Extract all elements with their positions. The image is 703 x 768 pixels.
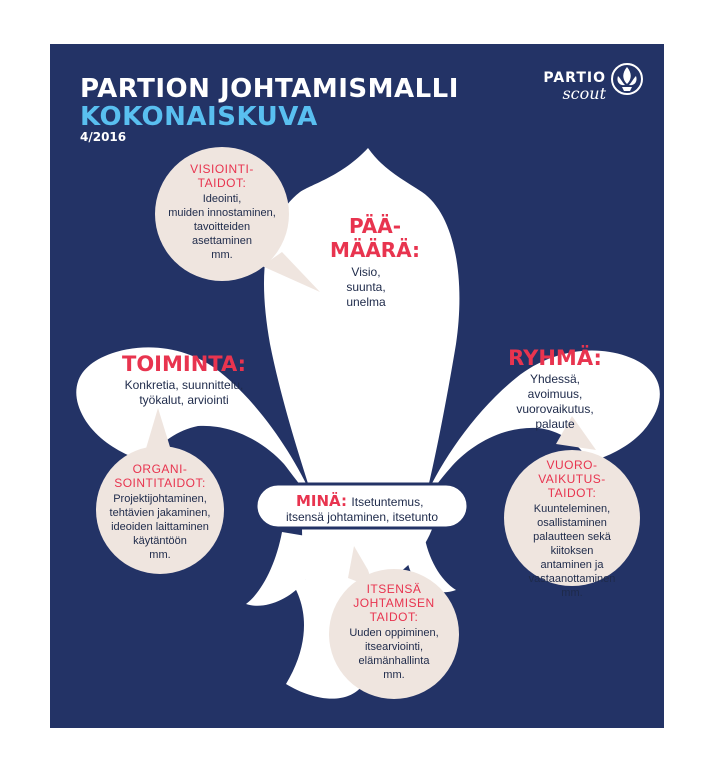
bubble-right-heading: VUORO- VAIKUTUS- TAIDOT: (538, 458, 606, 500)
toiminta-heading: TOIMINTA: (121, 352, 247, 376)
partio-scout-logo (536, 70, 606, 103)
bubble-left-heading: ORGANI- SOINTITAIDOT: (114, 462, 206, 490)
logo-partio-text: PARTIO (543, 70, 606, 86)
logo-scout-text: scout (562, 84, 606, 103)
bubble-top-text: Ideointi, muiden innostaminen, tavoitteiden asettaminen mm. (168, 193, 276, 261)
paamaara-text: Visio, suunta, unelma (346, 265, 386, 309)
bubble-right-text: Kuunteleminen, osallistaminen palautteen sekä kiitoksen antaminen ja vastaanottaminen mm. (528, 503, 616, 599)
date-label: 4/2016 (80, 130, 127, 144)
ryhma-text: Yhdessä, avoimuus, vuorovaikutus, palaute (516, 372, 594, 431)
lily-center-petal (264, 148, 459, 496)
bubble-top-heading: VISIOINTI- TAIDOT: (190, 162, 254, 190)
paamaara-heading: PÄÄ- MÄÄRÄ: (329, 214, 421, 262)
mina-text-2: itsensä johtaminen, itsetunto (285, 510, 439, 524)
ryhma-heading: RYHMÄ: (508, 346, 602, 370)
bubble-bottom-text: Uuden oppiminen, itsearviointi, elämänhallinta mm. (349, 627, 439, 681)
mina-heading: MINÄ: (296, 492, 347, 510)
bubble-bottom-heading: ITSENSÄ JOHTAMISEN TAIDOT: (353, 582, 435, 624)
toiminta-text: Konkretia, suunnittelu, työkalut, arviointi (124, 378, 244, 407)
bubble-left-text: Projektijohtaminen, tehtävien jakaminen, ideoiden laittaminen käytäntöön mm. (109, 493, 211, 561)
page-subtitle: KOKONAISKUVA (80, 102, 318, 132)
fleur-de-lis-logo-icon (610, 62, 644, 96)
page-title: PARTION JOHTAMISMALLI (80, 74, 459, 104)
mina-text-1: Itsetuntemus, (351, 495, 424, 509)
infographic-panel (50, 44, 664, 728)
mina-line1 (296, 492, 423, 511)
